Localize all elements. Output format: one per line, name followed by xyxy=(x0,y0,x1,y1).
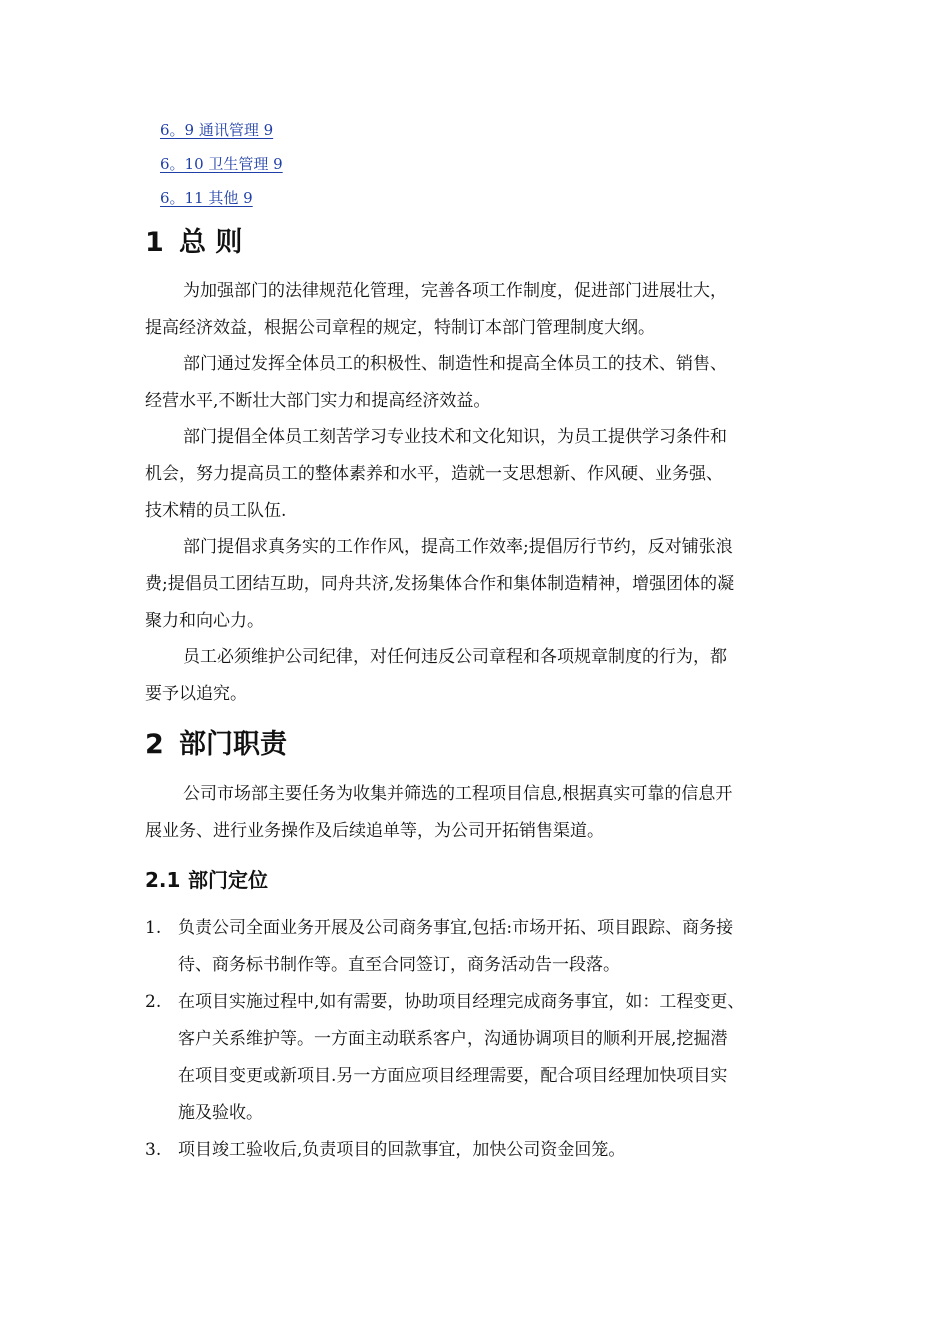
paragraph-line: 公司市场部主要任务为收集并筛选的工程项目信息,根据真实可靠的信息开 xyxy=(183,784,733,804)
list-item-line: 施及验收。 xyxy=(178,1103,263,1123)
list-item-line: 在项目变更或新项目.另一方面应项目经理需要，配合项目经理加快项目实 xyxy=(178,1066,728,1086)
paragraph-line: 员工必须维护公司纪律，对任何违反公司章程和各项规章制度的行为，都 xyxy=(183,647,727,667)
paragraph-line: 部门提倡全体员工刻苦学习专业技术和文化知识，为员工提供学习条件和 xyxy=(183,427,727,447)
list-item-line: 在项目实施过程中,如有需要，协助项目经理完成商务事宜，如：工程变更、 xyxy=(178,992,745,1012)
toc-link-6-11[interactable]: 6。11 其他 9 xyxy=(160,189,253,207)
section-1-heading xyxy=(145,220,242,259)
list-item-line: 项目竣工验收后,负责项目的回款事宜，加快公司资金回笼。 xyxy=(178,1140,626,1160)
section-2-title: 部门职责 xyxy=(179,729,287,760)
list-item-line: 负责公司全面业务开展及公司商务事宜,包括:市场开拓、项目跟踪、商务接 xyxy=(178,918,734,938)
section-1-number: 1 xyxy=(145,227,164,258)
subsection-2-1-title: 部门定位 xyxy=(188,868,268,892)
list-marker: 2. xyxy=(145,992,162,1012)
section-1-paragraph-3 xyxy=(145,419,810,530)
toc-link-6-10[interactable]: 6。10 卫生管理 9 xyxy=(160,155,283,173)
list-item-line: 待、商务标书制作等。直至合同签订，商务活动告一段落。 xyxy=(178,955,620,975)
paragraph-line: 聚力和向心力。 xyxy=(145,611,264,631)
section-2-heading xyxy=(145,722,287,761)
section-1-title: 总 则 xyxy=(179,227,243,258)
list-marker: 1. xyxy=(145,918,162,938)
subsection-2-1-heading xyxy=(145,864,268,893)
section-1-paragraph-4 xyxy=(145,529,810,640)
toc-link-6-9[interactable]: 6。9 通讯管理 9 xyxy=(160,121,274,139)
list-item xyxy=(145,984,825,1132)
table-of-contents xyxy=(160,113,283,215)
list-marker: 3. xyxy=(145,1140,162,1160)
subsection-2-1-number: 2.1 xyxy=(145,868,181,892)
list-item xyxy=(145,1132,825,1169)
paragraph-line: 机会，努力提高员工的整体素养和水平，造就一支思想新、作风硬、业务强、 xyxy=(145,464,723,484)
paragraph-line: 经营水平,不断壮大部门实力和提高经济效益。 xyxy=(145,391,491,411)
paragraph-line: 展业务、进行业务操作及后续追单等，为公司开拓销售渠道。 xyxy=(145,821,604,841)
department-positioning-list xyxy=(145,910,825,1169)
section-2-intro xyxy=(145,776,810,850)
paragraph-line: 要予以追究。 xyxy=(145,684,247,704)
paragraph-line: 部门提倡求真务实的工作作风，提高工作效率;提倡厉行节约，反对铺张浪 xyxy=(183,537,733,557)
section-2-number: 2 xyxy=(145,729,164,760)
paragraph-line: 提高经济效益，根据公司章程的规定，特制订本部门管理制度大纲。 xyxy=(145,318,655,338)
paragraph-line: 费;提倡员工团结互助，同舟共济,发扬集体合作和集体制造精神，增强团体的凝 xyxy=(145,574,735,594)
paragraph-line: 为加强部门的法律规范化管理，完善各项工作制度，促进部门进展壮大， xyxy=(183,281,727,301)
list-item-line: 客户关系维护等。一方面主动联系客户，沟通协调项目的顺利开展,挖掘潜 xyxy=(178,1029,728,1049)
paragraph-line: 技术精的员工队伍. xyxy=(145,501,287,521)
paragraph-line: 部门通过发挥全体员工的积极性、制造性和提高全体员工的技术、销售、 xyxy=(183,354,727,374)
section-1-paragraph-2 xyxy=(145,346,810,420)
section-1-paragraph-5 xyxy=(145,639,810,713)
list-item xyxy=(145,910,825,984)
section-1-paragraph-1 xyxy=(145,273,810,347)
